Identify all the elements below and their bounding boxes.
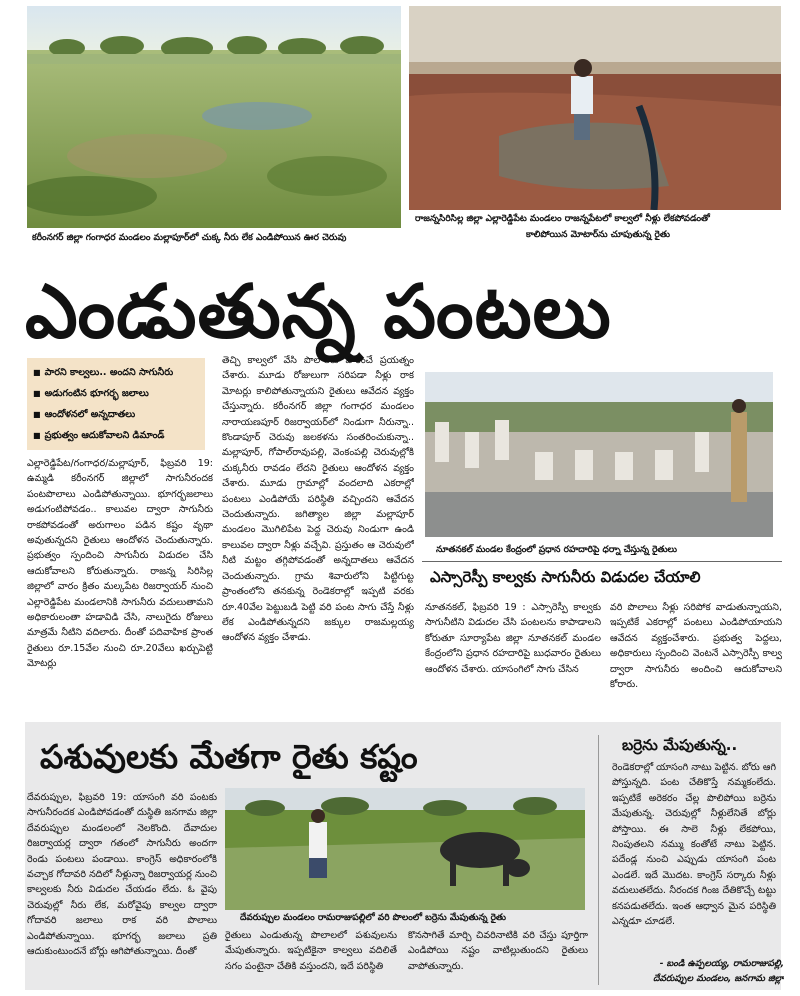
sidebar-author-line1: - బండి ఉప్పలయ్య, రామరాజుపల్లి, bbox=[659, 959, 784, 969]
burnt-motor-caption-line1: రాజన్నసిరిసిల్ల జిల్లా ఎల్లారెడ్డిపేట మండలం రాజన్నపేటలో కాల్వలో నీళ్లు లేకపోవడంతో bbox=[415, 214, 710, 224]
sidebar-divider bbox=[598, 735, 599, 985]
sub-headline: ఎస్సారెస్పీ కాల్వకు సాగునీరు విడుదల చేయాలి bbox=[430, 568, 701, 586]
highlight-item: ■ ఆందోళనలో అన్నదాతలు bbox=[33, 404, 199, 425]
sidebar-author-line2: దేవరుప్పుల మండలం, జనగామ జిల్లా bbox=[653, 974, 784, 984]
bottom-headline: పశువులకు మేతగా రైతు కష్టం bbox=[40, 737, 418, 776]
divider bbox=[422, 561, 782, 562]
main-headline: ఎండుతున్న పంటలు bbox=[25, 269, 612, 355]
sidebar-headline: బర్రెను మేపుతున్న.. bbox=[622, 736, 738, 754]
bottom-column-2: రైతులు ఎండుతున్న పొలాలలో పశువులను మేపుతున్నారు. ఇప్పటికైనా కాల్వలు వదిలితే సగం పంటైనా చేతికి వస్తుందని, ఇదే పరిస్థితి bbox=[225, 930, 397, 972]
highlight-item: ■ ప్రభుత్వం ఆదుకోవాలని డిమాండ్ bbox=[33, 425, 199, 446]
article-column-4: వరి పొలాలు నీళ్లు సరిపోక వాడుతున్నాయని, ఇప్పటికే ఎకరాల్లో పంటలు ఎండిపోయాయని ఆవేదన వ్యక్తంచేశారు. ప్రభుత్వ పెద్దలు, అధికారులు స్పందించి వెంటనే ఎస్సారెస్పీ కాల్వ ద్వారా సాగునీరు అందించి ఆదుకోవాలని కోరారు. bbox=[610, 602, 782, 691]
burnt-motor-caption-line2: కాలిపోయిన మోటార్‌ను చూపుతున్న రైతు bbox=[526, 230, 670, 240]
dry-pond-caption: కరీంనగర్ జిల్లా గంగాధర మండలం మల్లాపూర్‌లో చుక్క నీరు లేక ఎండిపోయిన ఊర చెరువు bbox=[32, 233, 347, 243]
highlights-box bbox=[27, 358, 205, 450]
highlight-item: ■ పారని కాల్వలు.. అందని సాగునీరు bbox=[33, 362, 199, 383]
article-column-3: నూతనకల్, ఫిబ్రవరి 19 : ఎస్సారెస్పీ కాల్వకు సాగునీటిని విడుదల చేసి పంటలను కాపాడాలని కోరుతూ సూర్యాపేట జిల్లా నూతనకల్ మండల కేంద్రంలోని ప్రధాన రహదారిపై బుధవారం రైతులు ఆందోళన చేశారు. యాసంగిలో సాగు చేసిన bbox=[425, 602, 601, 675]
buffalo-caption: దేవరుప్పుల మండలం రామరాజుపల్లిలో వరి పొలంలో బర్రెను మేపుతున్న రైతు bbox=[240, 913, 507, 923]
article-column-2: తెచ్చి కాల్వలో వేసి పొలాలకు పారించే ప్రయత్నం చేశారు. మూడు రోజులుగా సరిపడా నీళ్లు రాక మోటర్లు కాలిపోతున్నాయని రైతులు ఆవేదన వ్యక్తం చేస్తున్నారు. కరీంనగర్ జిల్లా గంగాధర మండలం నారాయణపూర్ రిజర్వాయర్‌లో నిండుగా నీరున్నా.. కొండాపూర్ చెరువు జలకళను సంతరించుకున్నా.. మల్లాపూర్, గోపాల్‌రావుపల్లి, వెంకంపల్లి చెరువుల్లోకి చుక్కనీరు రావడం లేదని రైతులు ఆందోళన వ్యక్తం చేశారు. మూడు గ్రామాల్లో వందలాది ఎకరాల్లో పంటలు ఎండిపోయే పరిస్థితి వచ్చిందని ఆవేదన చెందుతున్నారు. జగిత్యాల జిల్లా మల్లాపూర్ మండలం మొగిలిపేట పెద్ద చెరువు నిండుగా ఉండి కాలువల ద్వారా నీళ్లు వచ్చేవి. ప్రస్తుతం ఆ చెరువులో నీటి మట్టం తగ్గిపోవడంతో అన్నదాతలు ఆవేదన చెందుతున్నారు. గ్రామ శివారులోని పిట్టిగుట్ట ప్రాంతంలోని తనకున్న రెండెకరాల్లో ఇప్పటి వరకు రూ.40వేల పెట్టుబడి పెట్టి వరి పంట సాగు చేస్తే నీళ్లు లేక ఎండిపోతున్నదని జక్కుల రాజమల్లయ్య ఆందోళన వ్యక్తం చేశాడు. bbox=[222, 355, 414, 644]
article-column-1: ఎల్లారెడ్డిపేట/గంగాధర/మల్లాపూర్, ఫిబ్రవరి 19: ఉమ్మడి కరీంనగర్ జిల్లాలో సాగునీరందక పంటపొలాలు ఎండిపోతున్నాయి. భూగర్భజలాలు అడుగంటిపోవడం.. కాలువల ద్వారా సాగునీరు రాకపోవడంతో అరుగాలం పడిన కష్టం వృథా అవుతున్నదని రైతులు ఆందోళన చెందుతున్నారు. ప్రభుత్వం స్పందించి సాగునీరు విడుదల చేసి ఆదుకోవాలని కోరుతున్నారు. రాజన్న సిరిసిల్ల జిల్లాలో వారం క్రితం మల్కపేట రిజర్వాయర్ నుంచి ఎల్లారెడ్డిపేట మండలానికి సాగునీరు వదులుతామని అధికారులంతా హడావిడి చేసి, నాలుగైదు రోజులు మాత్రమే నీటిని వదిలారు. దీంతో పదివాహిక ప్రాంత రైతులు రూ.15వేల నుంచి రూ.20వేలు ఖర్చుపెట్టి మోటర్లు bbox=[27, 458, 213, 670]
highlight-item: ■ అడుగంటిన భూగర్భ జలాలు bbox=[33, 383, 199, 404]
buffalo-photo bbox=[225, 788, 585, 910]
dry-pond-photo bbox=[27, 6, 401, 228]
bottom-column-3: కొనసాగితే మార్చి చివరినాటికి వరి చేస్తు పూర్తిగా ఎండిపోయి నష్టం వాటిల్లుతుందని రైతులు వాపోతున్నారు. bbox=[408, 930, 588, 972]
protest-photo bbox=[425, 372, 773, 537]
protest-caption: నూతనకల్ మండల కేంద్రంలో ప్రధాన రహదారిపై ధర్నా చేస్తున్న రైతులు bbox=[436, 545, 678, 555]
burnt-motor-photo bbox=[409, 6, 781, 210]
sidebar-text: రెండెకరాల్లో యాసంగి నాటు పెట్టిన. బోరు ఆగి పోస్తున్నది. పంట చేతికొస్తే నమ్మకంలేదు. ఇప్పటికే అరెకరం చేల్ల పొలిపోయి బర్రెను మేపుతున్న. చెరువుల్లో నీళ్లులేనితే బోర్లు పోస్తాయి. ఈ సాలె నీళ్లు లేకపోయి, నింపుతలని నమ్ము కంతోటే నాటు పెట్టిన. పదేండ్ల నుంచి ఎప్పుడు యాసంగి పంట ఎండలే. ఇదే మొదట. కాంగ్రెస్ సర్కారు నీళ్లు వదులుతలేదు. నీరందక గింజ దేతికొచ్చే టట్టు కనపడుతలేదు. ఇంత ఆధ్వాన మైన పరిస్థితి ఎన్నడూ చూడలే. bbox=[612, 762, 776, 928]
bottom-column-1: దేవరుప్పుల, ఫిబ్రవరి 19: యాసంగి వరి పంటకు సాగునీరందక ఎండిపోవడంతో దుస్థితి జనగామ జిల్లా దేవరుప్పుల మండలంలో నెలకొంది. దేవాదుల రిజర్వాయర్ల ద్వారా గతంలో సాగునీరు అందగా రెండు పంటలు పండాయి. కాంగ్రెస్ అధికారంలోకి వచ్చాక గోదావరి నదిలో నీళ్లున్నా రిజర్వాయర్ల నుంచి కాల్వలకు నీరు విడుదల చేయడం లేదు. ఓ వైపు చెరువుల్లో నీరు లేక, మరోవైపు కాల్వల ద్వారా గోదావరి జలాలు రాక వరి పొలాలు ఎండిపోతున్నాయి. భూగర్భ జలాలు ప్రతి ఆదుకుంటుందనే బోర్లు ఆగిపోతున్నాయి. దీంతో bbox=[27, 792, 217, 958]
